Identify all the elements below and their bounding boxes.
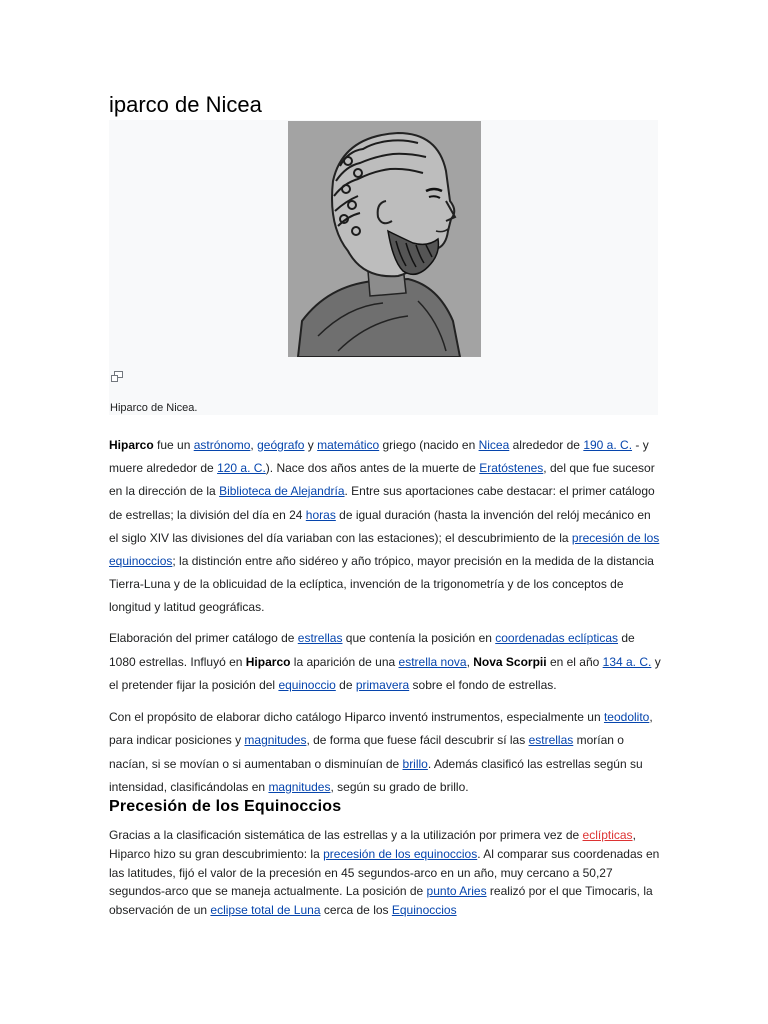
- bold-hiparco: Hiparco: [245, 654, 291, 669]
- link-punto-aries[interactable]: punto Aries: [426, 884, 487, 899]
- infobox-figure: [109, 120, 658, 415]
- intro-paragraph: Hiparco fue un astrónomo, geógrafo y matemático griego (nacido en Nicea alrededor de 190 a. C. - y muere alrededor de 120 a. C.). Nace dos años antes de la muerte de Eratóstenes, del que fue sucesor en la dirección de la Biblioteca de Alejandría. Entre sus aportaciones cabe destacar: el primer catálogo de estrellas; la división del día en 24 horas de igual duración (hasta la invención del relój mecánico en el siglo XIV las divisiones del día variaban con las estaciones); el descubrimiento de la precesión de los equinoccios; la distinción entre año sidéreo y año trópico, mayor precisión en la medida de la distancia Tierra-Luna y de la oblicuidad de la eclíptica, invención de la trigonometría y de los conceptos de longitud y latitud geográficas.: [109, 438, 660, 615]
- link-134-ac[interactable]: 134 a. C.: [602, 654, 652, 669]
- link-eratostenes[interactable]: Eratóstenes: [479, 461, 544, 476]
- bold-nova-scorpii: Nova Scorpii: [473, 654, 547, 669]
- link-nicea[interactable]: Nicea: [478, 438, 510, 452]
- precession-paragraph: Gracias a la clasificación sistemática de las estrellas y a la utilización por primera vez de eclípticas, Hiparco hizo su gran descubrimiento: la precesión de los equinoccios. Al comparar sus coordenadas en las latitudes, fijó el valor de la precesión en 45 segundos-arco en un año, muy cercano a 50,27 segundos-arco que se maneja actualmente. La posición de punto Aries realizó por el que Timocaris, la observación de un eclipse total de Luna cerca de los Equinoccios: [109, 828, 660, 918]
- link-coordenadas[interactable]: coordenadas eclípticas: [495, 631, 618, 645]
- page-title: iparco de Nicea: [109, 92, 658, 121]
- subject-bold: Hiparco: [109, 438, 154, 452]
- link-estrellas[interactable]: estrellas: [297, 631, 343, 645]
- link-primavera[interactable]: primavera: [355, 678, 410, 692]
- link-astronomo[interactable]: astrónomo: [193, 438, 251, 452]
- link-equinoccios[interactable]: Equinoccios: [391, 903, 457, 918]
- hipparchus-portrait-image[interactable]: [288, 121, 481, 357]
- figure-caption: Hiparco de Nicea.: [110, 402, 198, 414]
- catalog-paragraph: Elaboración del primer catálogo de estrellas que contenía la posición en coordenadas eclípticas de 1080 estrellas. Influyó en Hiparco la aparición de una estrella nova, Nova Scorpii en el año 134 a. C. y el pretender fijar la posición del equinoccio de primavera sobre el fondo de estrellas.: [109, 631, 661, 692]
- link-120-ac[interactable]: 120 a. C.: [217, 461, 266, 476]
- link-magnitudes-2[interactable]: magnitudes: [268, 779, 331, 794]
- link-equinoccio[interactable]: equinoccio: [278, 678, 336, 692]
- link-teodolito[interactable]: teodolito: [603, 710, 650, 724]
- link-estrellas-2[interactable]: estrellas: [528, 733, 574, 748]
- section-heading: Precesión de los Equinoccios: [109, 798, 342, 815]
- link-precesion-2[interactable]: precesión de los equinoccios: [323, 846, 478, 861]
- enlarge-icon[interactable]: [111, 369, 123, 380]
- link-190-ac[interactable]: 190 a. C.: [583, 438, 633, 452]
- link-precesion[interactable]: precesión de los equinoccios: [109, 530, 660, 569]
- link-estrella-nova[interactable]: estrella nova: [398, 654, 467, 669]
- link-eclipse[interactable]: eclipse total de Luna: [210, 903, 321, 918]
- link-matematico[interactable]: matemático: [317, 438, 380, 452]
- instruments-paragraph: Con el propósito de elaborar dicho catálogo Hiparco inventó instrumentos, especialmente un teodolito, para indicar posiciones y magnitudes, de forma que fuese fácil descubrir sí las estrellas morían o nacían, si se movían o si aumentaban o disminuían de brillo. Además clasificó las estrellas según su intensidad, clasificándolas en magnitudes, según su grado de brillo.: [109, 710, 653, 794]
- link-horas[interactable]: horas: [305, 507, 336, 522]
- link-brillo[interactable]: brillo: [402, 756, 428, 771]
- link-biblioteca[interactable]: Biblioteca de Alejandría: [219, 484, 345, 499]
- redlink-eclipticas[interactable]: eclípticas: [582, 828, 633, 842]
- link-magnitudes[interactable]: magnitudes: [244, 733, 307, 748]
- portrait-engraving: [288, 121, 481, 357]
- link-geografo[interactable]: geógrafo: [257, 438, 305, 452]
